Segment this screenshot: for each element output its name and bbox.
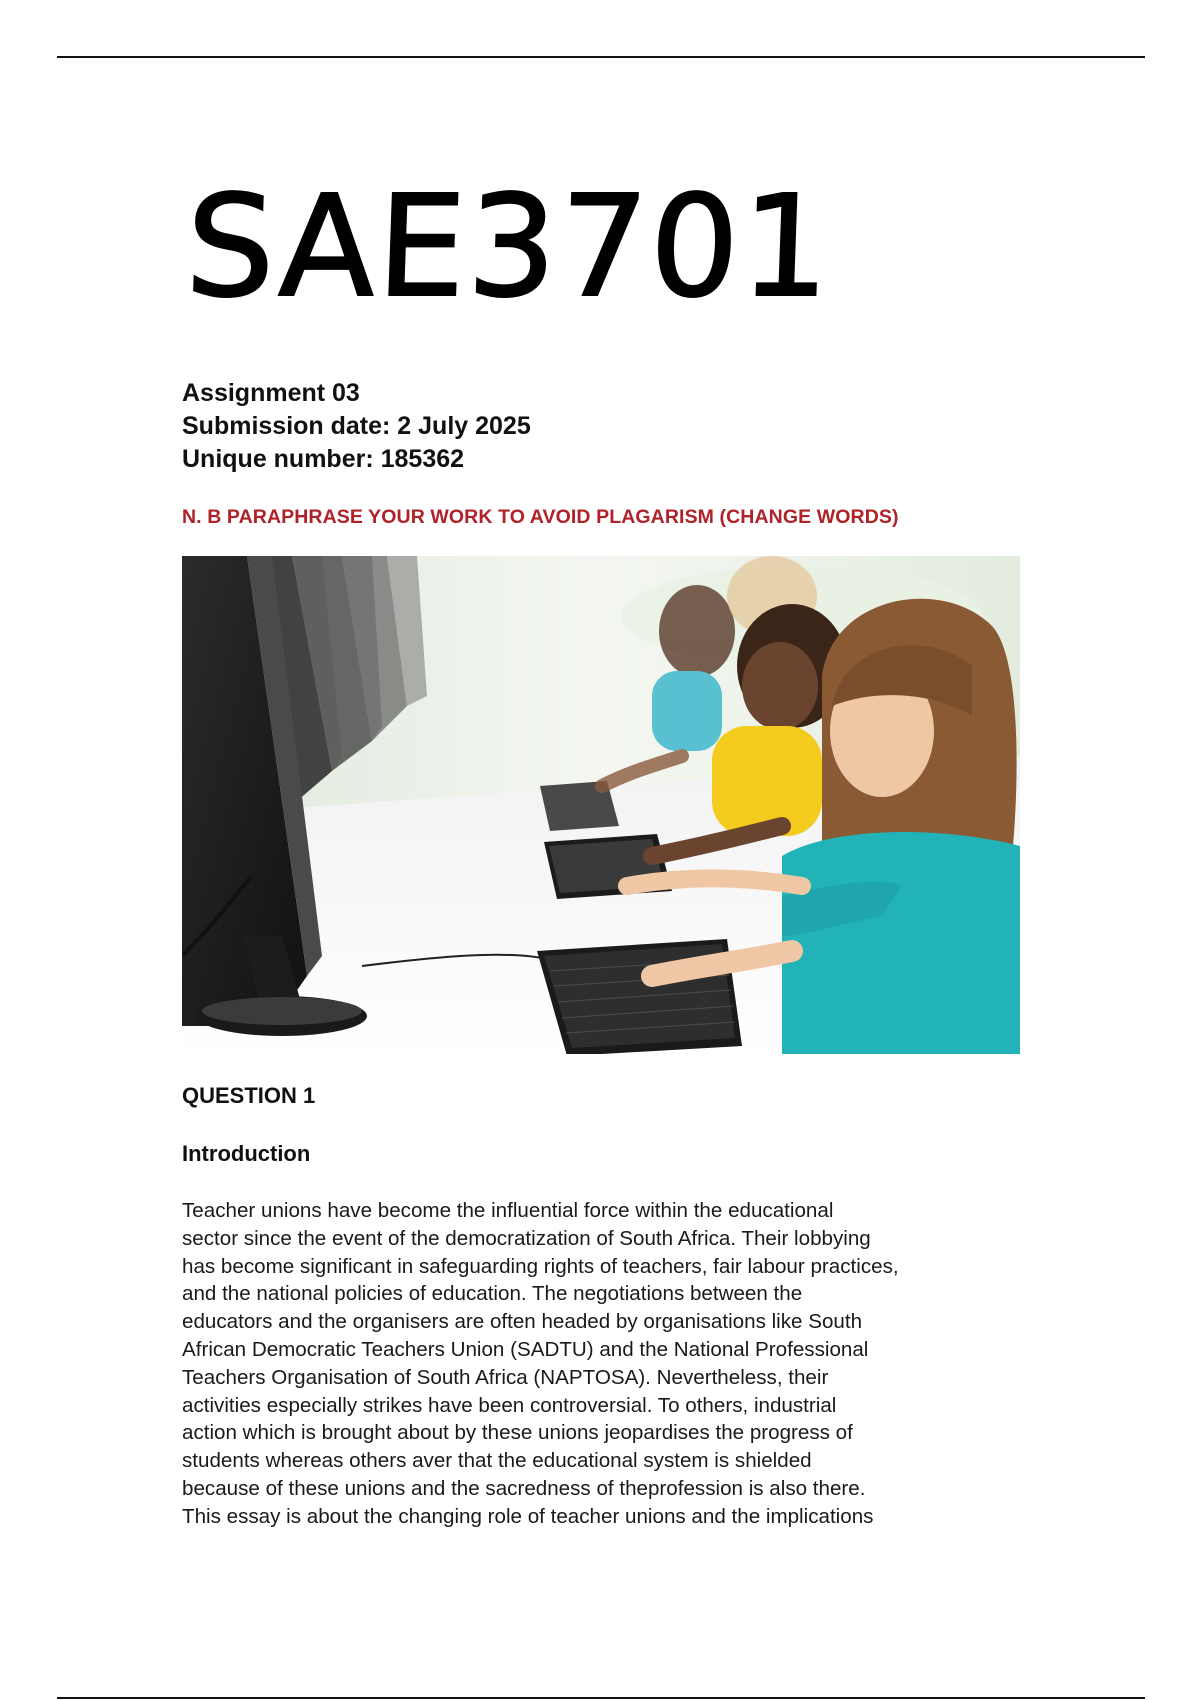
body-line: students whereas others aver that the educational system is shielded [182, 1449, 812, 1473]
body-line: Teacher unions have become the influential force within the educational [182, 1199, 834, 1222]
body-line: action which is brought about by these unions jeopardises the progress of [182, 1421, 853, 1445]
submission-date: Submission date: 2 July 2025 [182, 412, 531, 440]
body-line: educators and the organisers are often headed by organisations like South [182, 1310, 863, 1334]
top-rule [57, 56, 1145, 58]
plagiarism-warning: N. B PARAPHRASE YOUR WORK TO AVOID PLAGARISM (CHANGE WORDS) [182, 506, 899, 528]
section-heading: Introduction [182, 1141, 311, 1166]
assignment-meta [182, 377, 531, 476]
classroom-computers-photo [182, 556, 1020, 1054]
course-code-title: SAE3701 [183, 166, 835, 329]
body-line: African Democratic Teachers Union (SADTU) and the National Professional [182, 1337, 869, 1361]
body-line: sector since the event of the democratization of South Africa. Their lobbying [182, 1226, 871, 1250]
assignment-number: Assignment 03 [182, 379, 360, 407]
body-line: has become significant in safeguarding rights of teachers, fair labour practices, [182, 1254, 899, 1278]
bottom-rule [57, 1697, 1145, 1699]
body-line: Teachers Organisation of South Africa (NAPTOSA). Nevertheless, their [182, 1365, 829, 1389]
body-line: and the national policies of education. The negotiations between the [182, 1282, 803, 1306]
question-heading: QUESTION 1 [182, 1083, 316, 1108]
body-line: because of these unions and the sacredness of theprofession is also there. [182, 1476, 866, 1500]
body-line: This essay is about the changing role of teacher unions and the implications [182, 1504, 874, 1528]
unique-number: Unique number: 185362 [182, 445, 465, 473]
body-line: activities especially strikes have been controversial. To others, industrial [182, 1393, 837, 1417]
introduction-paragraph [182, 1197, 1032, 1531]
